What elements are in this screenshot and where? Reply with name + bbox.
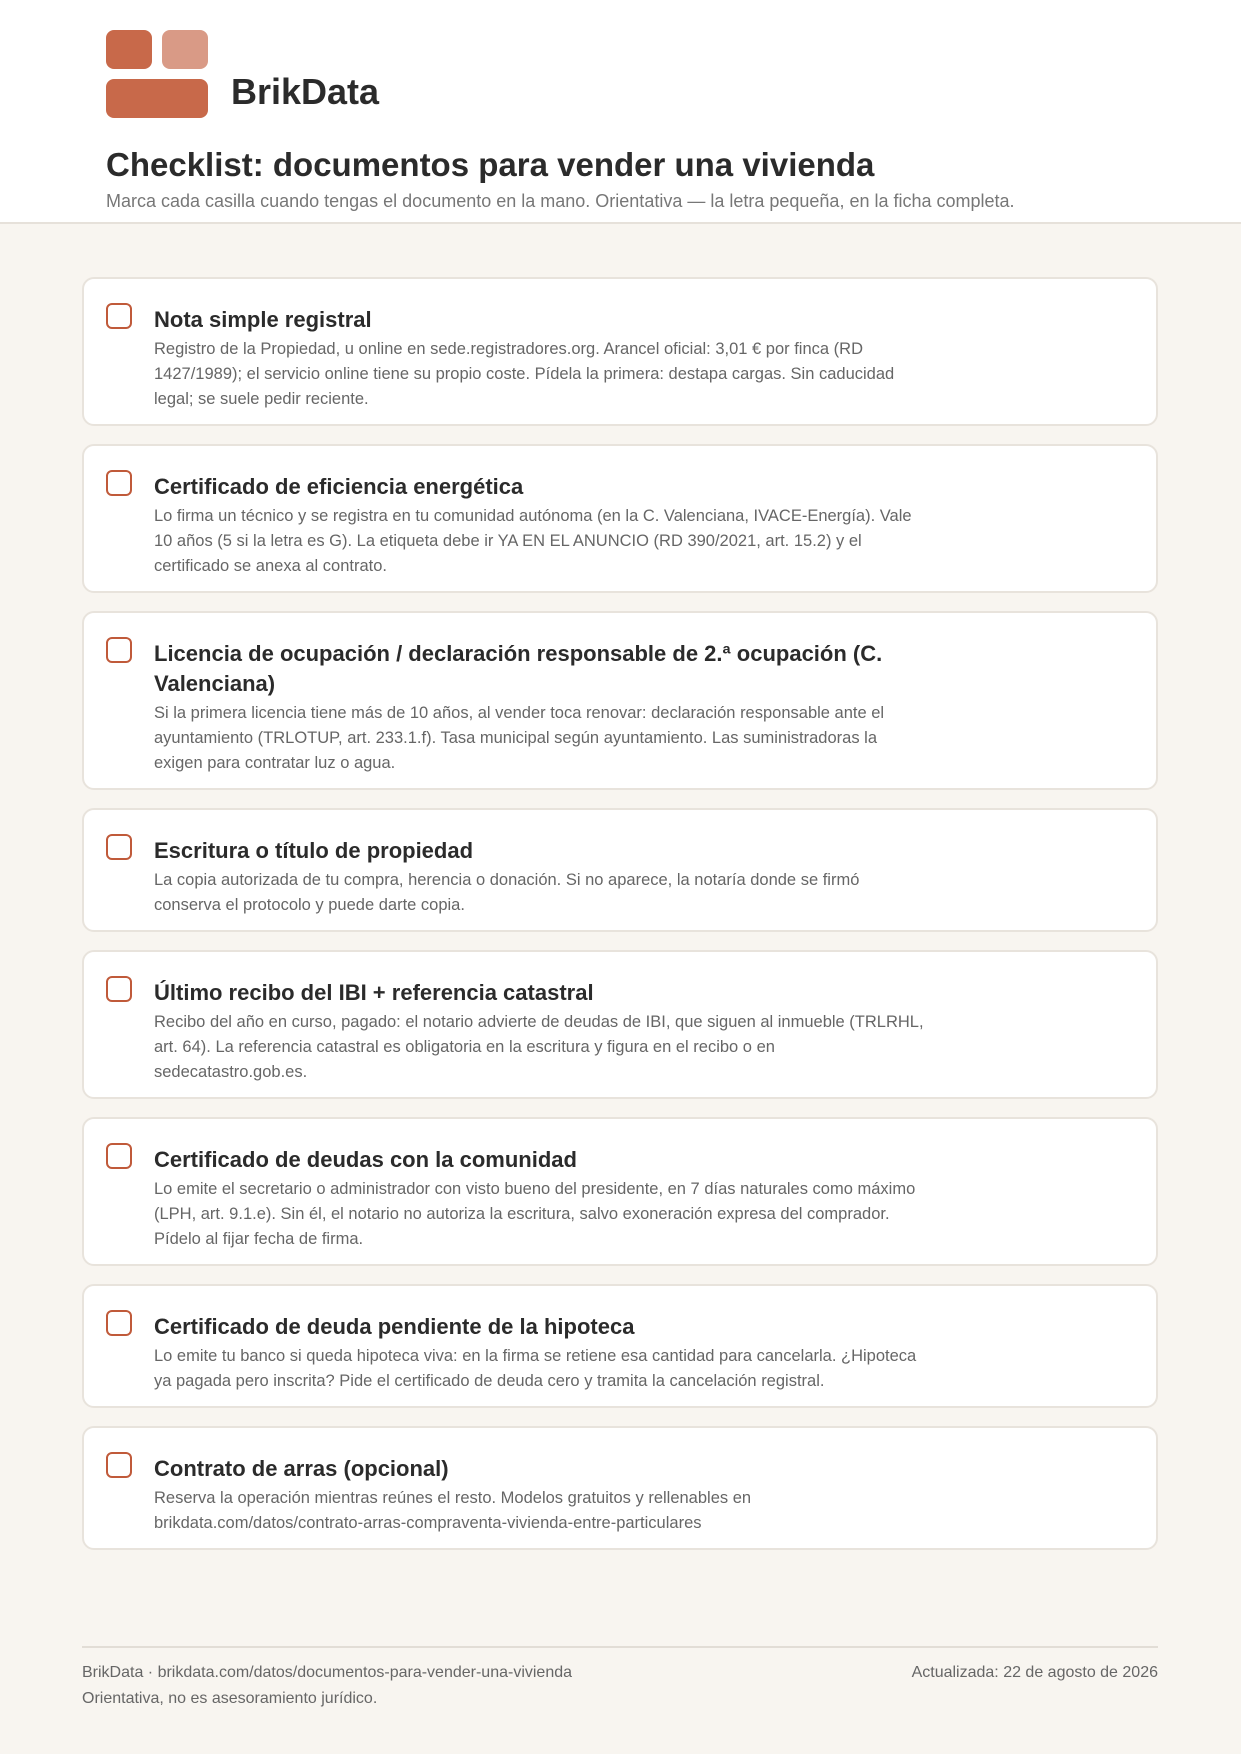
checkbox[interactable] (106, 976, 132, 1002)
brand-name: BrikData (231, 71, 380, 112)
item-description: Recibo del año en curso, pagado: el notario advierte de deudas de IBI, que siguen al inmueble (TRLRHL, art. 64). La referencia catastral es obligatoria en la escritura y figura en el recibo o en sedecatastro.gob.es. (154, 1013, 924, 1081)
checkbox[interactable] (106, 1452, 132, 1478)
checkbox[interactable] (106, 1143, 132, 1169)
checklist (82, 277, 1158, 1568)
item-title: Último recibo del IBI + referencia catastral (154, 980, 594, 1005)
checkbox[interactable] (106, 834, 132, 860)
item-description: Lo firma un técnico y se registra en tu comunidad autónoma (en la C. Valenciana, IVACE-Energía). Vale 10 años (5 si la letra es G). La etiqueta debe ir YA EN EL ANUNCIO (RD 390/2021, art. 15.2) y el certificado se anexa al contrato. (154, 507, 912, 575)
item-title: Nota simple registral (154, 307, 372, 332)
page-footer (82, 1646, 1158, 1712)
checklist-item (82, 444, 1158, 593)
item-description: Reserva la operación mientras reúnes el resto. Modelos gratuitos y rellenables en brikdata.com/datos/contrato-arras-compraventa-vivienda-entre-particulares (154, 1489, 752, 1532)
checklist-item (82, 611, 1158, 790)
item-description: Si la primera licencia tiene más de 10 años, al vender toca renovar: declaración responsable ante el ayuntamiento (TRLOTUP, art. 233.1.f). Tasa municipal según ayuntamiento. Las suministradoras la exigen para contratar luz o agua. (154, 704, 885, 772)
item-title: Contrato de arras (opcional) (154, 1456, 449, 1481)
footer-source: BrikData · brikdata.com/datos/documentos-para-vender-una-vivienda (82, 1664, 573, 1681)
footer-disclaimer: Orientativa, no es asesoramiento jurídico. (82, 1690, 378, 1707)
page-subtitle: Marca cada casilla cuando tengas el documento en la mano. Orientativa — la letra pequeña, en la ficha completa. (106, 191, 1015, 211)
brikdata-logo (106, 30, 208, 118)
item-title: Certificado de deuda pendiente de la hipoteca (154, 1314, 635, 1339)
item-description: Lo emite tu banco si queda hipoteca viva: en la firma se retiene esa cantidad para cancelarla. ¿Hipoteca ya pagada pero inscrita? Pide el certificado de deuda cero y tramita la cancelación registral. (154, 1347, 917, 1390)
item-title: Certificado de eficiencia energética (154, 474, 524, 499)
item-description: Registro de la Propiedad, u online en sede.registradores.org. Arancel oficial: 3,01 € por finca (RD 1427/1989); el servicio online tiene su propio coste. Pídela la primera: destapa cargas. Sin caducidad legal; se suele pedir reciente. (154, 340, 895, 408)
checklist-item (82, 808, 1158, 932)
logo-block-bottom (106, 79, 208, 118)
item-description: La copia autorizada de tu compra, herencia o donación. Si no aparece, la notaría donde se firmó conserva el protocolo y puede darte copia. (154, 871, 860, 914)
checkbox[interactable] (106, 637, 132, 663)
checklist-item (82, 1284, 1158, 1408)
page-header (0, 0, 1241, 224)
item-title: Licencia de ocupación / declaración responsable de 2.ª ocupación (C. Valenciana) (154, 641, 883, 696)
item-title: Escritura o título de propiedad (154, 838, 474, 863)
checklist-item (82, 277, 1158, 426)
page-title: Checklist: documentos para vender una vivienda (106, 146, 875, 183)
item-title: Certificado de deudas con la comunidad (154, 1147, 577, 1172)
logo-block-top-left (106, 30, 152, 69)
checkbox[interactable] (106, 470, 132, 496)
item-description: Lo emite el secretario o administrador con visto bueno del presidente, en 7 días naturales como máximo (LPH, art. 9.1.e). Sin él, el notario no autoriza la escritura, salvo exoneración expresa del comprador. Pídelo al fijar fecha de firma. (154, 1180, 916, 1248)
checklist-item (82, 950, 1158, 1099)
checklist-item (82, 1426, 1158, 1550)
footer-updated-date: Actualizada: 22 de agosto de 2026 (911, 1664, 1158, 1681)
logo-block-top-right (162, 30, 208, 69)
checkbox[interactable] (106, 1310, 132, 1336)
checkbox[interactable] (106, 303, 132, 329)
checklist-item (82, 1117, 1158, 1266)
